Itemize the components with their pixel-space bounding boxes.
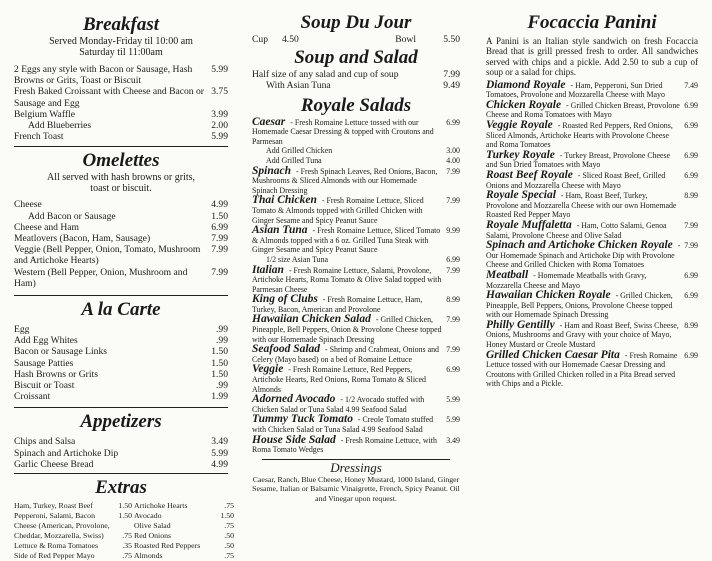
item-desc-wrap: Thai Chicken - Fresh Romaine Lettuce, Sliced Tomato & Almonds topped with Grilled Chicken with Ginger Sesame and Spicy Peanut Sauce (252, 194, 424, 225)
item-desc-wrap: Tummy Tuck Tomato - Creole Tomato stuffed with Chicken Salad or Tuna Salad 4.99 Seafood Salad (252, 413, 434, 435)
item-price: 1.50 (211, 368, 228, 380)
omelettes-served-1: All served with hash browns or grits, (46, 172, 196, 184)
item-name: Croissant (14, 391, 51, 403)
item-desc-wrap: Hawaiian Chicken Salad - Grilled Chicken, Pineapple, Bell Peppers, Onion & Provolone Cheese topped with our Homemade Spinach Dressing (252, 313, 442, 344)
menu-item (486, 268, 698, 290)
item-title: Veggie Royale (486, 119, 553, 131)
menu-item (486, 218, 698, 240)
item-price: 6.99 (446, 117, 460, 127)
item-desc: Ham, Cotto Salami, Genoa Salami, Provolone Cheese and Olive Salad (486, 220, 667, 240)
menu-row (14, 380, 228, 391)
item-title: Diamond Royale (486, 78, 566, 91)
item-line (486, 148, 698, 170)
menu-row (14, 86, 228, 108)
soupsalad-title: Soup and Salad (294, 47, 418, 69)
item-price: 9.99 (446, 226, 460, 236)
item-price: 5.99 (446, 415, 460, 425)
bowl-label: Bowl (395, 34, 416, 45)
item-price: 6.99 (684, 121, 698, 130)
item-name: Biscuit or Toast (14, 380, 75, 392)
menu-item (486, 291, 698, 320)
column-left (14, 0, 234, 561)
extra-price: 6.99 (446, 254, 460, 264)
item-price: 8.99 (684, 191, 698, 201)
extra-price: .75 (122, 531, 132, 541)
item-desc: Fresh Romaine Lettuce, Ham, Turkey, Bacon, American and Provolone (252, 295, 423, 314)
item-name: Add Bacon or Sausage (28, 210, 116, 222)
item-desc-wrap: Spinach - Fresh Spinach Leaves, Red Onions, Bacon, Mushrooms & Sliced Almonds with our Homemade Spinach Dressing (252, 164, 438, 195)
menu-item (486, 121, 698, 150)
menu-row (14, 233, 228, 244)
item-name: Cheese and Ham (14, 221, 80, 233)
item-title: Caesar (252, 115, 286, 128)
extra-name: Almonds (134, 551, 163, 561)
item-desc: Grilled Chicken, Pineapple, Bell Peppers, Onion & Provolone Cheese topped with our Homemade Spinach Dressing (252, 315, 442, 344)
bowl-price: 5.50 (443, 34, 460, 45)
item-name: Meatlovers (Bacon, Ham, Sausage) (14, 233, 151, 245)
extra-price: .75 (224, 551, 234, 561)
menu-item (252, 315, 460, 344)
item-line (252, 196, 460, 225)
item-desc-wrap: Grilled Chicken Caesar Pita - Fresh Romaine Lettuce tossed with our Homemade Caesar Dressing and Croutons with Grilled Chicken rolled in a Pita Bread served with Chips and a Pickle. (486, 348, 678, 389)
menu-item (252, 433, 460, 455)
item-desc: Fresh Romaine Lettuce, Salami, Provolone, Artichoke Hearts, Roma Tomato & Olive Salad topped with Parmesan Cheese (252, 265, 442, 294)
cup-price: 4.50 (282, 34, 299, 45)
extra-price: .50 (224, 541, 234, 551)
menu-row (14, 369, 228, 380)
item-name: Veggie (Bell Pepper, Onion, Tomato, Mushroom and Artichoke Hearts) (14, 244, 201, 267)
menu-row (14, 120, 228, 131)
item-title: Italian (252, 263, 284, 276)
soup-title: Soup Du Jour (300, 12, 412, 33)
item-title: Grilled Chicken Caesar Pita (486, 348, 620, 361)
item-title: Royale Muffaletta (486, 218, 572, 231)
item-price: 3.75 (211, 86, 228, 98)
item-line (486, 191, 698, 220)
item-desc: Roasted Red Peppers, Red Onions, Sliced Almonds, Artichoke Hearts with Provolone Cheese and Roma Tomatoes (486, 121, 673, 150)
menu-row (14, 448, 228, 459)
menu-item (252, 345, 460, 364)
item-desc: Grilled Chicken, Pineapple, Bell Peppers, Onions, Provolone Cheese topped with our Homemade Spinach Dressing (486, 291, 673, 320)
menu-item (252, 415, 460, 434)
soupsalad-list (252, 69, 460, 91)
item-name: Belgium Waffle (14, 108, 75, 120)
appetizers-list (14, 436, 228, 470)
item-line (486, 348, 698, 389)
salads-title: Royale Salads (300, 94, 412, 116)
item-name: French Toast (14, 131, 64, 143)
menu-item (486, 168, 698, 190)
item-desc-wrap: Adorned Avocado - 1/2 Avocado stuffed with Chicken Salad or Tuna Salad 4.99 Seafood Salad (252, 393, 425, 414)
item-name: Cheese (14, 199, 42, 211)
item-price: 4.99 (211, 458, 228, 470)
divider (14, 473, 228, 474)
item-price: 5.99 (211, 64, 228, 75)
item-price: 1.99 (211, 391, 228, 403)
item-name: Chips and Salsa (14, 436, 76, 448)
item-price: 8.99 (446, 295, 460, 305)
divider (14, 295, 228, 296)
appetizers-title: Appetizers (80, 411, 162, 433)
menu-item (252, 196, 460, 225)
dressings-title: Dressings (330, 459, 382, 475)
item-desc-wrap: House Side Salad - Fresh Romaine Lettuce, with Roma Tomato Wedges (252, 433, 437, 455)
item-line (486, 318, 698, 350)
extra-name: Olive Salad (134, 521, 171, 531)
item-name: Sausage Patties (14, 357, 74, 369)
menu-item (252, 395, 460, 414)
item-line (252, 345, 460, 364)
menu-row (14, 267, 228, 289)
menu-row (14, 391, 228, 402)
menu-item (486, 241, 698, 270)
soup-row (252, 34, 460, 45)
extra-name: Pepperoni, Salami, Bacon (14, 511, 95, 521)
item-price: 6.99 (684, 170, 698, 180)
extra-name: Artichoke Hearts (134, 501, 188, 511)
item-desc: Grilled Chicken Breast, Provolone Cheese and Roma Tomatoes with Mayo (486, 100, 680, 120)
item-price: 3.99 (211, 108, 228, 120)
menu-row (14, 459, 228, 470)
column-right (486, 0, 698, 389)
item-title: House Side Salad (252, 433, 336, 446)
item-desc-wrap: Asian Tuna - Fresh Romaine Lettuce, Sliced Tomato & Almonds topped with a 6 oz. Grilled Tuna Steak with Ginger Sesame and Spicy Peanut Sauce (252, 224, 441, 255)
extra-name: Cheddar, Mozzarella, Swiss) (14, 531, 104, 541)
extra-price: 3.00 (446, 146, 460, 156)
item-title: Hawaiian Chicken Salad (252, 313, 371, 326)
item-line (252, 315, 460, 344)
item-price: 7.99 (446, 345, 460, 355)
item-desc-wrap: Veggie - Fresh Romaine Lettuce, Red Peppers, Artichoke Hearts, Red Onions, Roma Tomato & Sliced Almonds (252, 363, 426, 394)
item-desc: Our Homemade Spinach and Artichoke Dip with Provolone Cheese and Grilled Chicken with Roma Tomatoes (486, 250, 675, 270)
item-price: 9.49 (443, 80, 460, 92)
extras-list (14, 501, 234, 561)
item-line (486, 121, 698, 150)
item-desc-wrap: Royale Special - Ham, Roast Beef, Turkey, Provolone and Mozzarella Cheese with our own Homemade Roasted Red Pepper Mayo (486, 189, 677, 220)
menu-row (14, 222, 228, 233)
item-line (252, 226, 460, 255)
item-name: With Asian Tuna (266, 80, 331, 92)
menu-item (252, 115, 460, 166)
item-line (252, 115, 460, 147)
dressings-text: Caesar, Ranch, Blue Cheese, Honey Mustard, 1000 Island, Ginger Sesame, Italian or Balsamic Vinaigrette, French, Spicy Peanut. Oil and Vinegar upon request. (252, 474, 460, 503)
item-desc: Fresh Spinach Leaves, Red Onions, Bacon, Mushrooms & Sliced Almonds with our Homemade Spinach Dressing (252, 166, 438, 195)
item-desc-wrap: Seafood Salad - Shrimp and Crabmeat, Onions and Celery (Mayo based) on a bed of Romaine Lettuce (252, 343, 439, 364)
menu-row (14, 131, 228, 142)
item-price: 7.99 (684, 220, 698, 230)
item-desc-wrap: Chicken Royale - Grilled Chicken Breast, Provolone Cheese and Roma Tomatoes with Mayo (486, 98, 680, 120)
divider (14, 146, 228, 147)
item-name: Bacon or Sausage Links (14, 346, 107, 358)
extra-name: Cheese (American, Provolone, (14, 521, 110, 531)
alacarte-title: A la Carte (81, 299, 161, 321)
item-desc: Fresh Romaine Lettuce tossed with our Homemade Caesar Dressing & topped with Croutons and Parmesan (252, 117, 434, 146)
item-title: Meatball (486, 268, 529, 281)
item-price: 1.50 (211, 357, 228, 369)
extra-name: Add Grilled Tuna (266, 155, 322, 165)
item-desc-wrap: Royale Muffaletta - Ham, Cotto Salami, Genoa Salami, Provolone Cheese and Olive Salad (486, 218, 667, 240)
item-price: 5.99 (211, 131, 228, 143)
item-price: .99 (216, 335, 228, 347)
item-name: Fresh Baked Croissant with Cheese and Bacon or Sausage and Egg (14, 86, 204, 109)
item-price: 5.99 (446, 395, 460, 405)
item-line (486, 241, 698, 270)
menu-row (14, 358, 228, 369)
panini-title: Focaccia Panini (527, 12, 657, 33)
item-line (252, 164, 460, 196)
item-name: Western (Bell Pepper, Onion, Mushroom and Ham) (14, 266, 188, 289)
item-price: 7.99 (446, 315, 460, 325)
menu-row (14, 199, 228, 210)
menu-item (486, 98, 698, 120)
item-extra (252, 146, 460, 156)
item-desc-wrap: Caesar - Fresh Romaine Lettuce tossed with our Homemade Caesar Dressing & topped with Croutons and Parmesan (252, 115, 434, 146)
extra-name: Add Grilled Chicken (266, 146, 333, 156)
item-title: Roast Beef Royale (486, 168, 573, 181)
item-desc: Ham and Roast Beef, Swiss Cheese, Onions, Mushrooms and Gravy with your choice of Mayo, Honey Mustard or Creole Mustard (486, 320, 679, 350)
item-price: .99 (216, 380, 228, 392)
menu-row (14, 244, 228, 266)
menu-item (486, 348, 698, 389)
item-line (486, 218, 698, 240)
extra-name: Avocado (134, 511, 162, 521)
menu-item (252, 365, 460, 394)
item-price: 6.99 (446, 365, 460, 375)
item-line (252, 433, 460, 455)
item-title: Spinach (252, 164, 291, 177)
extra-price (114, 521, 132, 531)
item-line (486, 268, 698, 290)
menu-row (14, 211, 228, 222)
item-price: 3.49 (211, 436, 228, 448)
item-price: 6.99 (684, 100, 698, 110)
item-price: 1.50 (211, 210, 228, 222)
menu-item (252, 164, 460, 196)
item-desc-wrap: Meatball - Homemade Meatballs with Gravy, Mozzarella Cheese and Mayo (486, 268, 647, 290)
menu-item (486, 191, 698, 220)
item-name: Add Blueberries (28, 120, 92, 132)
item-price: 7.99 (443, 69, 460, 81)
breakfast-list (14, 64, 228, 142)
menu-row (252, 69, 460, 80)
item-price: 7.99 (446, 196, 460, 206)
item-price: 6.99 (684, 270, 698, 280)
item-desc: Fresh Romaine Lettuce, Sliced Tomato & Almonds topped with a 6 oz. Grilled Tuna Steak with Ginger Sesame and Spicy Peanut Sauce (252, 226, 441, 255)
extra-name: Side of Red Pepper Mayo (14, 551, 95, 561)
item-price: 6.99 (684, 150, 698, 160)
item-title: Veggie (252, 363, 284, 376)
item-desc: Fresh Romaine Lettuce, Sliced Tomato & Almonds topped with Grilled Chicken with Ginger Sesame and Spicy Peanut Sauce (252, 196, 424, 225)
item-title: Tummy Tuck Tomato (252, 413, 353, 426)
breakfast-served-2: Saturday til 11:00am (79, 47, 163, 58)
item-price: 7.49 (684, 80, 698, 90)
omelettes-served-2: toast or biscuit. (90, 183, 152, 195)
extra-name: Roasted Red Peppers (134, 541, 201, 551)
item-line (486, 78, 698, 100)
item-price: 8.99 (684, 320, 698, 330)
menu-row (14, 64, 228, 86)
item-title: Philly Gentilly (486, 318, 555, 331)
item-desc: Ham, Pepperoni, Sun Dried Tomatoes, Provolone and Mozzarella Cheese with Mayo (486, 80, 665, 100)
item-line (252, 415, 460, 434)
menu-row (14, 324, 228, 335)
extra-price: .75 (224, 521, 234, 531)
item-desc: Fresh Romaine Lettuce, Red Peppers, Artichoke Hearts, Red Onions, Roma Tomato & Sliced Almonds (252, 365, 426, 394)
breakfast-title: Breakfast (83, 14, 159, 35)
extras-title: Extras (95, 477, 147, 499)
panini-intro: A Panini is an Italian style sandwich on fresh Focaccia Bread that is grill pressed fresh to order. All sandwiches served with chips and a pickle. Add 2.50 to sub a cup of soup or a salad for chips. (486, 36, 698, 78)
menu-item (252, 263, 460, 295)
item-desc: Homemade Meatballs with Gravy, Mozzarella Cheese and Mayo (486, 270, 647, 290)
extra-name: 1/2 size Asian Tuna (266, 254, 329, 264)
menu-row (14, 109, 228, 120)
item-desc: Turkey Breast, Provolone Cheese and Sun Dried Tomatoes with Mayo (486, 150, 671, 170)
item-line (486, 98, 698, 120)
item-line (252, 395, 460, 414)
item-desc: Sliced Roast Beef, Grilled Onions and Mozzarella Cheese with Mayo (486, 170, 666, 190)
item-desc-wrap: Diamond Royale - Ham, Pepperoni, Sun Dried Tomatoes, Provolone and Mozzarella Cheese with Mayo (486, 78, 665, 100)
menu-item (486, 78, 698, 100)
item-price: 4.99 (211, 199, 228, 211)
item-desc-wrap: Spinach and Artichoke Chicken Royale - Our Homemade Spinach and Artichoke Dip with Provolone Cheese and Grilled Chicken with Roma Tomatoes (486, 239, 681, 270)
item-desc: Shrimp and Crabmeat, Onions and Celery (Mayo based) on a bed of Romaine Lettuce (252, 345, 439, 364)
extra-price: 1.50 (220, 511, 234, 521)
item-price: 6.99 (211, 221, 228, 233)
menu-item (252, 295, 460, 314)
item-price: 2.00 (211, 120, 228, 132)
item-title: Thai Chicken (252, 194, 317, 207)
item-name: Egg (14, 324, 30, 336)
extra-price: 1.50 (118, 511, 132, 521)
item-price: 7.99 (211, 266, 228, 278)
extra-name: Lettuce & Roma Tomatoes (14, 541, 98, 551)
item-price: .99 (216, 324, 228, 336)
item-desc-wrap: Roast Beef Royale - Sliced Roast Beef, Grilled Onions and Mozzarella Cheese with Mayo (486, 168, 666, 190)
item-title: Adorned Avocado (252, 393, 336, 406)
extra-name: Ham, Turkey, Roast Beef (14, 501, 93, 511)
item-desc-wrap: Veggie Royale - Roasted Red Peppers, Red Onions, Sliced Almonds, Artichoke Hearts with Provolone Cheese and Roma Tomatoes (486, 119, 673, 150)
item-name: Hash Browns or Grits (14, 368, 98, 380)
divider (14, 407, 228, 408)
omelettes-title: Omelettes (82, 150, 160, 172)
item-name: Half size of any salad and cup of soup (252, 69, 399, 81)
column-middle (252, 0, 460, 503)
item-price: 1.50 (211, 346, 228, 358)
salads-list (252, 115, 460, 455)
item-name: Spinach and Artichoke Dip (14, 447, 119, 459)
menu-row (14, 335, 228, 346)
item-title: Hawaiian Chicken Royale (486, 289, 611, 302)
item-title: Seafood Salad (252, 343, 321, 356)
item-desc-wrap: Hawaiian Chicken Royale - Grilled Chicken, Pineapple, Bell Peppers, Onions, Provolone Cheese topped with our Homemade Spinach Dressing (486, 289, 673, 320)
item-title: Spinach and Artichoke Chicken Royale (486, 239, 673, 252)
item-line (252, 263, 460, 295)
breakfast-served-1: Served Monday-Friday til 10:00 am (49, 36, 193, 47)
menu-item (486, 148, 698, 170)
extra-price: .50 (224, 531, 234, 541)
item-desc: 1/2 Avocado stuffed with Chicken Salad or Tuna Salad 4.99 Seafood Salad (252, 395, 425, 414)
panini-list (486, 78, 698, 389)
item-title: Chicken Royale (486, 98, 562, 111)
item-desc-wrap: Italian - Fresh Romaine Lettuce, Salami, Provolone, Artichoke Hearts, Roma Tomato & Olive Salad topped with Parmesan Cheese (252, 263, 442, 294)
item-desc: Creole Tomato stuffed with Chicken Salad or Tuna Salad 4.99 Seafood Salad (252, 415, 434, 435)
menu-row (14, 436, 228, 447)
item-price: 5.99 (211, 447, 228, 459)
item-desc: Ham, Roast Beef, Turkey, Provolone and Mozzarella Cheese with our own Homemade Roasted Red Pepper Mayo (486, 191, 677, 220)
item-desc: Fresh Romaine Lettuce tossed with our Homemade Caesar Dressing and Croutons with Grilled Chicken rolled in a Pita Bread served with Chips and a Pickle. (486, 350, 678, 389)
item-desc-wrap: Philly Gentilly - Ham and Roast Beef, Swiss Cheese, Onions, Mushrooms and Gravy with your choice of Mayo, Honey Mustard or Creole Mustard (486, 318, 679, 350)
item-price: 7.99 (446, 166, 460, 176)
menu-item (486, 318, 698, 350)
extra-price: .75 (224, 501, 234, 511)
item-price: 6.99 (684, 350, 698, 360)
item-name: 2 Eggs any style with Bacon or Sausage, Hash Browns or Grits, Toast or Biscuit (14, 64, 193, 87)
item-desc-wrap: Turkey Royale - Turkey Breast, Provolone Cheese and Sun Dried Tomatoes with Mayo (486, 148, 671, 170)
item-price: 7.99 (446, 265, 460, 275)
item-price: 7.99 (211, 233, 228, 245)
menu-row (252, 80, 460, 91)
item-title: Royale Special (486, 189, 556, 202)
item-line (486, 291, 698, 320)
item-title: Asian Tuna (252, 224, 308, 237)
item-price: 7.99 (211, 244, 228, 256)
menu-item (252, 226, 460, 264)
cup-label: Cup (252, 34, 268, 45)
alacarte-list (14, 324, 228, 402)
item-line (252, 295, 460, 314)
item-name: Garlic Cheese Bread (14, 458, 94, 470)
extra-price: 1.50 (118, 501, 132, 511)
extra-price: 4.00 (446, 155, 460, 165)
menu-row (14, 346, 228, 357)
item-price: 7.99 (684, 241, 698, 251)
extra-name: Red Onions (134, 531, 172, 541)
item-title: Turkey Royale (486, 148, 555, 161)
item-desc: Fresh Romaine Lettuce, with Roma Tomato Wedges (252, 435, 437, 455)
item-line (486, 168, 698, 190)
item-price: 3.49 (446, 435, 460, 445)
item-name: Add Egg Whites (14, 335, 78, 347)
extra-price: .35 (122, 541, 132, 551)
item-price: 6.99 (684, 291, 698, 301)
item-title: King of Clubs (252, 293, 318, 306)
item-line (252, 365, 460, 394)
item-desc-wrap: King of Clubs - Fresh Romaine Lettuce, Ham, Turkey, Bacon, American and Provolone (252, 293, 423, 314)
omelettes-list (14, 199, 228, 289)
extra-price: .75 (122, 551, 132, 561)
